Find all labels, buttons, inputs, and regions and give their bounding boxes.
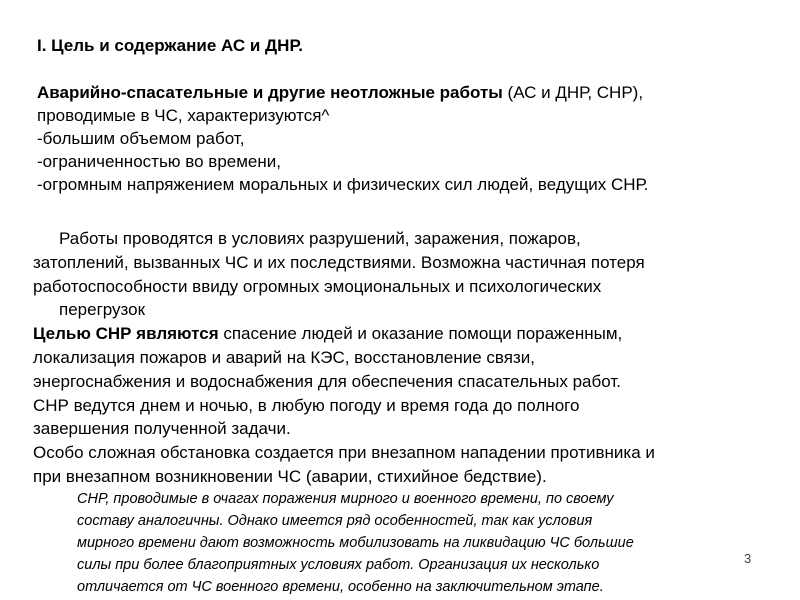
conditions-line: перегрузок xyxy=(59,300,146,320)
conditions-line: работоспособности ввиду огромных эмоциональных и психологических xyxy=(33,276,602,296)
intro-item: -огромным напряжением моральных и физических сил людей, ведущих СНР. xyxy=(37,175,649,194)
page-number: 3 xyxy=(744,551,752,566)
intro-line-1 xyxy=(37,81,797,104)
intro-line-2: проводимые в ЧС, характеризуются^ xyxy=(37,106,330,125)
main-body xyxy=(33,227,793,489)
conditions-line: затоплений, вызванных ЧС и их последствиями. Возможна частичная потеря xyxy=(33,252,645,272)
goal-rest: спасение людей и оказание помощи пораженным, xyxy=(218,324,623,344)
note-line: СНР, проводимые в очагах поражения мирного и военного времени, по своему xyxy=(77,491,614,507)
intro-abbrev: (АС и ДНР, СНР), xyxy=(502,83,644,102)
italic-note xyxy=(77,488,757,598)
goal-line: Особо сложная обстановка создается при внезапном нападении противника и xyxy=(33,443,655,463)
intro-item: -ограниченностью во времени, xyxy=(37,152,281,171)
goal-bold-term: Целью СНР являются xyxy=(33,324,219,344)
goal-line: завершения полученной задачи. xyxy=(33,419,291,439)
note-line: отличается от ЧС военного времени, особенно на заключительном этапе. xyxy=(77,579,604,595)
note-line: составу аналогичны. Однако имеется ряд особенностей, так как условия xyxy=(77,513,593,529)
goal-line-1 xyxy=(33,322,793,346)
intro-paragraph xyxy=(37,81,797,196)
goal-line: СНР ведутся днем и ночью, в любую погоду и время года до полного xyxy=(33,395,580,415)
goal-line: при внезапном возникновении ЧС (аварии, стихийное бедствие). xyxy=(33,466,547,486)
note-line: мирного времени дают возможность мобилизовать на ликвидацию ЧС большие xyxy=(77,535,634,551)
note-line: силы при более благоприятных условиях работ. Организация их несколько xyxy=(77,557,600,573)
conditions-line: Работы проводятся в условиях разрушений, заражения, пожаров, xyxy=(59,229,581,248)
intro-bold-term: Аварийно-спасательные и другие неотложные работы xyxy=(37,83,503,102)
goal-line: локализация пожаров и аварий на КЭС, восстановление связи, xyxy=(33,347,535,367)
section-heading: I. Цель и содержание АС и ДНР. xyxy=(37,36,303,55)
goal-line: энергоснабжения и водоснабжения для обеспечения спасательных работ. xyxy=(33,371,621,391)
intro-item: -большим объемом работ, xyxy=(37,129,245,148)
